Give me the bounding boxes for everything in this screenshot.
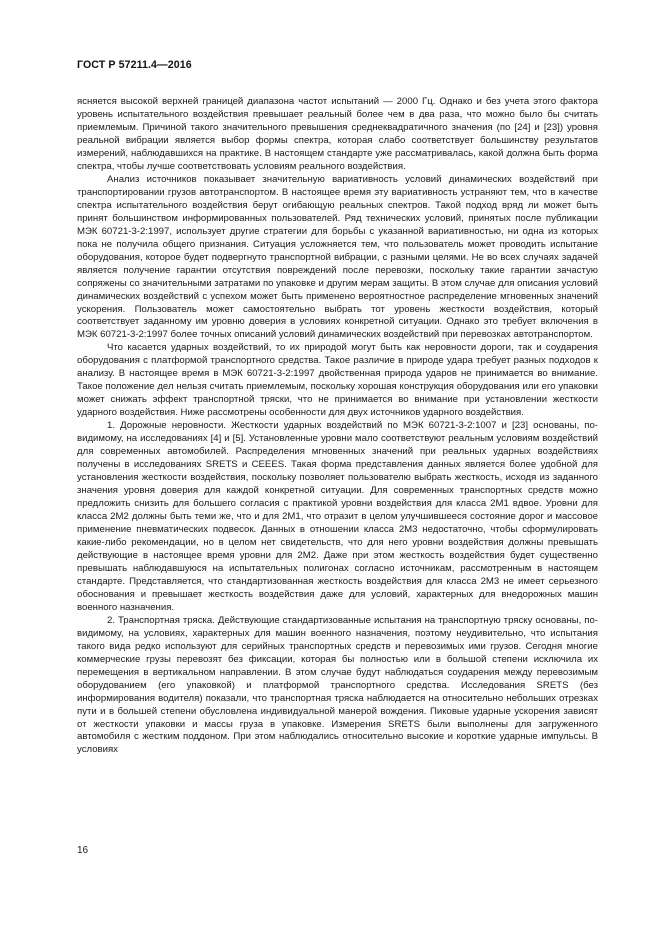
document-body: [77, 96, 598, 757]
paragraph-continuation: ясняется высокой верхней границей диапазона частот испытаний — 2000 Гц. Однако и без учета этого фактора уровень испытательного воздействия превышает реальный более чем в два раза, что можно было бы считать приемлемым. Причиной такого значительного превышения среднеквадратичного значения (по [24] и [23]) уровня реальной вибрации является выбор формы спектра, которая слабо соответствует большинству результатов измерений, наблюдавшихся на практике. В настоящем стандарте уже рассматривалась, какой должна быть форма спектра, чтобы лучше соответствовать условиям реального воздействия.: [77, 96, 598, 172]
paragraph-road-roughness: 1. Дорожные неровности. Жесткости ударных воздействий по МЭК 60721-3-2:1007 и [23] основаны, по-видимому, на исследованиях [4] и [5]. Установленные уровни мало соответствуют реальным условиям воздействий для современных автомобилей. Распределения мгновенных значений при реальных ударных воздействиях получены в исследованиях SRETS и CEEES. Такая форма представления данных является более удобной для установления жесткости воздействия, поскольку позволяет пользователю выбрать жесткость, исходя из заданного значения уровня доверия для каждой конкретной ситуации. Для современных транспортных средств можно предложить снизить для большего согласия с практикой уровни воздействия для класса 2М1 вдвое. Уровни для класса 2М2 должны быть теми же, что и для 2М1, что отразит в целом улучшившееся состояние дорог и массовое применение пневматических подвесок. Данных в отношении класса 2М3 недостаточно, чтобы сформулировать какие-либо рекомендации, но в целом нет свидетельств, что для него уровни воздействия должны превышать действующие в настоящее время уровни для 2М2. Даже при этом жесткость воздействия будет существенно превышать наблюдавшуюся на испытательных полигонах согласно источникам, рассмотренным в настоящем стандарте. Представляется, что стандартизованная жесткость воздействия для класса 2М3 не имеет серьезного обоснования и превышает жесткость воздействия даже для условий, характерных для внедорожных машин военного назначения.: [77, 420, 598, 613]
paragraph-shock-impacts: Что касается ударных воздействий, то их природой могут быть как неровности дороги, так и соударения оборудования с платформой транспортного средства. Такое различие в природе удара требует разных подходов к анализу. В настоящее время в МЭК 60721-3-2:1997 двойственная природа ударов не принимается во внимание. Такое положение дел нельзя считать приемлемым, поскольку хорошая конструкция оборудования или его упаковки может снижать эффект транспортной тряски, что не принимается во внимание при установлении жесткости ударного воздействия. Ниже рассмотрены особенности для двух источников ударного воздействия.: [77, 342, 598, 419]
paragraph-source-analysis: Анализ источников показывает значительную вариативность условий динамических воздействий при транспортировании грузов автотранспортом. В настоящее время эту вариативность устраняют тем, что в качестве спектра испытательного воздействия берут огибающую реальных спектров. Такой подход вряд ли может быть принят большинством информированных пользователей. Ряд технических условий, принятых после публикации МЭК 60721-3-2:1997, использует другие стратегии для борьбы с указанной вариативностью, ни одна из которых пока не получила общего признания. Ситуация усложняется тем, что пользователь может проводить испытание оборудования, которое будет подвергнуто транспортной вибрации, с разными целями. Не во всех случаях задачей является получение гарантии отсутствия повреждений после перевозки, поскольку такие гарантии зачастую сопряжены со значительными затратами по упаковке и другим мерам защиты. В этом случае для описания условий динамических воздействий с успехом может быть применено вероятностное распределение мгновенных значений ускорения. Пользователь может самостоятельно выбрать тот уровень жесткости воздействия, который соответствует заданному им уровню доверия в условиях конкретной ситуации. Однако это требует включения в МЭК 60721-3-2:1997 более точных описаний условий динамических воздействий при перевозках автотранспортом.: [77, 173, 598, 341]
page-number: 16: [77, 845, 89, 856]
standard-header: ГОСТ Р 57211.4—2016: [77, 59, 192, 71]
paragraph-transport-bounce: 2. Транспортная тряска. Действующие стандартизованные испытания на транспортную тряску основаны, по-видимому, на условиях, характерных для машин военного назначения, поэтому неудивительно, что испытания такого вида редко используют для серийных транспортных средств и перевозимых ими грузов. Сегодня многие коммерческие грузы перевозят без фиксации, которая бы полностью или в большой степени исключила их перемещения в вертикальном направлении. В этом случае будут наблюдаться соударения между перевозимым оборудованием (его упаковкой) и платформой транспортного средства. Исследования SRETS (без информирования водителя) показали, что транспортная тряска наблюдается на относительно небольших отрезках пути и в большей степени обусловлена индивидуальной манерой вождения. Пиковые ударные ускорения зависят от жесткости упаковки и массы груза в упаковке. Измерения SRETS были выполнены для загруженного автомобиля с жестким поддоном. При этом наблюдались относительно высокие и короткие ударные импульсы. В условиях: [77, 614, 598, 756]
